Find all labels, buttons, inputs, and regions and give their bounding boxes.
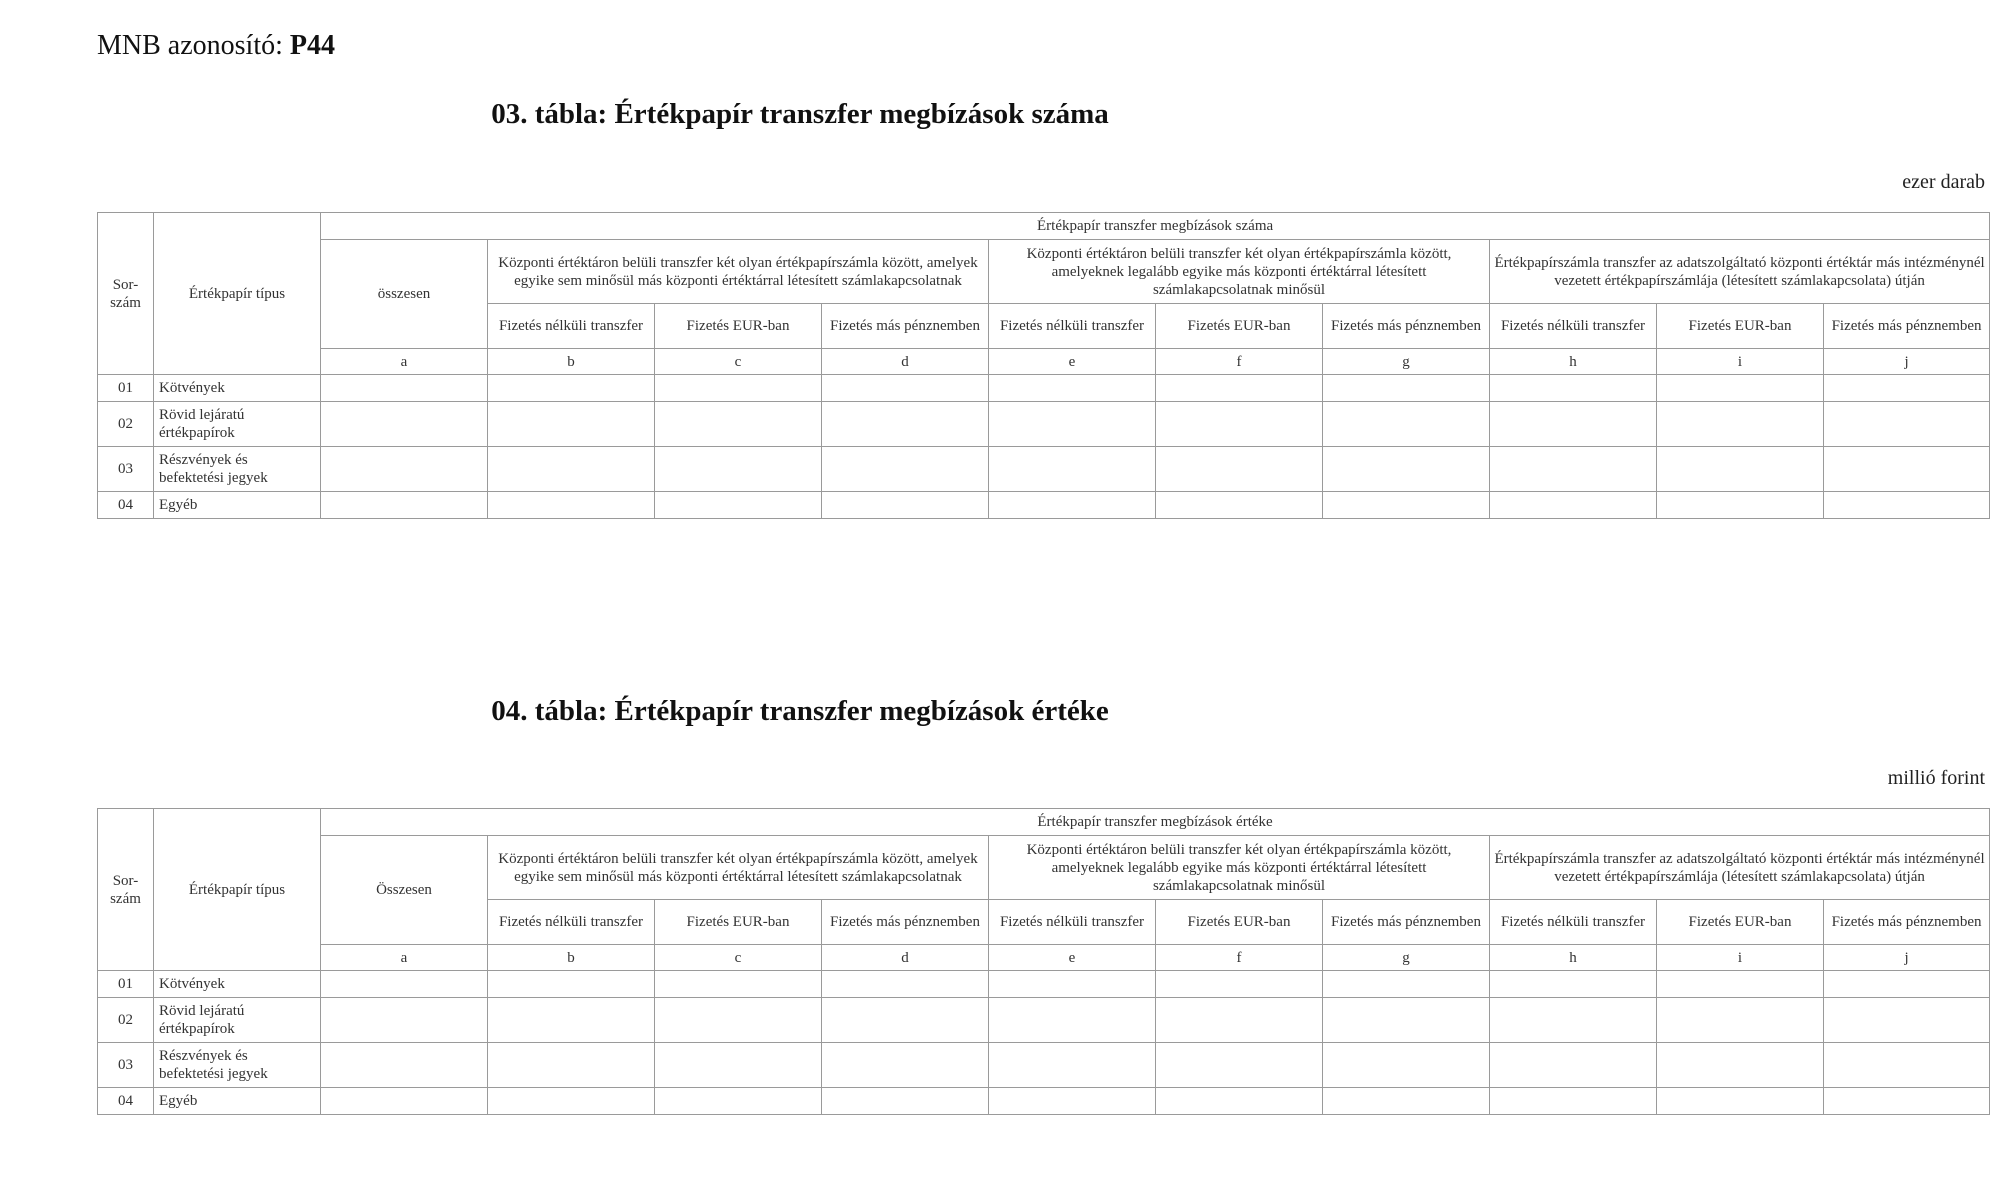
data-cell[interactable] bbox=[655, 971, 822, 998]
data-cell[interactable] bbox=[822, 375, 989, 402]
column-letter: d bbox=[822, 349, 989, 375]
data-cell[interactable] bbox=[822, 971, 989, 998]
column-letter: a bbox=[321, 349, 488, 375]
mnb-identifier-label: MNB azonosító: bbox=[97, 30, 283, 61]
data-cell[interactable] bbox=[655, 447, 822, 492]
data-cell[interactable] bbox=[488, 402, 655, 447]
data-cell[interactable] bbox=[1657, 375, 1824, 402]
row-number: 02 bbox=[98, 402, 154, 447]
row-number: 04 bbox=[98, 492, 154, 519]
row-label: Rövid lejáratú értékpapírok bbox=[154, 998, 321, 1043]
data-cell[interactable] bbox=[1156, 971, 1323, 998]
sub-header: Fizetés más pénznemben bbox=[1824, 304, 1990, 349]
data-cell[interactable] bbox=[488, 375, 655, 402]
data-cell[interactable] bbox=[1323, 492, 1490, 519]
data-cell[interactable] bbox=[321, 998, 488, 1043]
col-header-total: összesen bbox=[321, 240, 488, 349]
column-letter: j bbox=[1824, 349, 1990, 375]
sub-header: Fizetés nélküli transzfer bbox=[1490, 304, 1657, 349]
row-number: 03 bbox=[98, 1043, 154, 1088]
sub-header: Fizetés EUR-ban bbox=[1156, 900, 1323, 945]
row-label: Egyéb bbox=[154, 492, 321, 519]
column-letter: h bbox=[1490, 349, 1657, 375]
data-cell[interactable] bbox=[1156, 402, 1323, 447]
data-cell[interactable] bbox=[1156, 447, 1323, 492]
sub-header: Fizetés nélküli transzfer bbox=[488, 900, 655, 945]
data-cell[interactable] bbox=[1323, 447, 1490, 492]
data-cell[interactable] bbox=[321, 971, 488, 998]
data-cell[interactable] bbox=[1490, 971, 1657, 998]
data-cell[interactable] bbox=[1490, 375, 1657, 402]
data-cell[interactable] bbox=[655, 375, 822, 402]
sub-header: Fizetés EUR-ban bbox=[1657, 900, 1824, 945]
data-cell[interactable] bbox=[989, 971, 1156, 998]
data-cell[interactable] bbox=[989, 1088, 1156, 1115]
data-cell[interactable] bbox=[822, 1043, 989, 1088]
data-cell[interactable] bbox=[1156, 375, 1323, 402]
mnb-identifier-value: P44 bbox=[289, 30, 335, 61]
data-cell[interactable] bbox=[488, 971, 655, 998]
sub-header: Fizetés nélküli transzfer bbox=[488, 304, 655, 349]
table-03-unit: ezer darab bbox=[1902, 171, 1985, 193]
table-row bbox=[98, 492, 1990, 519]
data-cell[interactable] bbox=[655, 1088, 822, 1115]
mnb-identifier bbox=[97, 30, 335, 62]
col-header-rownum: Sor- szám bbox=[98, 809, 154, 971]
row-number: 01 bbox=[98, 971, 154, 998]
data-cell[interactable] bbox=[321, 375, 488, 402]
group-header: Központi értéktáron belüli transzfer két olyan értékpapírszámla között, amelyek egyike sem minősül más központi értéktárral létesített számlakapcsolatnak bbox=[488, 240, 989, 304]
data-cell[interactable] bbox=[822, 402, 989, 447]
data-cell[interactable] bbox=[1490, 447, 1657, 492]
table-04-title: 04. tábla: Értékpapír transzfer megbízások értéke bbox=[491, 695, 1109, 727]
sub-header: Fizetés EUR-ban bbox=[655, 304, 822, 349]
sub-header: Fizetés EUR-ban bbox=[1657, 304, 1824, 349]
data-cell[interactable] bbox=[822, 998, 989, 1043]
row-label: Kötvények bbox=[154, 375, 321, 402]
column-letter: j bbox=[1824, 945, 1990, 971]
data-cell[interactable] bbox=[989, 492, 1156, 519]
data-cell[interactable] bbox=[488, 998, 655, 1043]
data-cell[interactable] bbox=[822, 447, 989, 492]
data-cell[interactable] bbox=[488, 492, 655, 519]
data-cell[interactable] bbox=[488, 447, 655, 492]
data-cell[interactable] bbox=[989, 1043, 1156, 1088]
row-label: Egyéb bbox=[154, 1088, 321, 1115]
table-03-title: 03. tábla: Értékpapír transzfer megbízások száma bbox=[491, 98, 1109, 130]
data-cell[interactable] bbox=[822, 492, 989, 519]
data-cell[interactable] bbox=[1490, 1088, 1657, 1115]
data-cell[interactable] bbox=[1824, 1043, 1990, 1088]
column-letter: f bbox=[1156, 349, 1323, 375]
column-letter: h bbox=[1490, 945, 1657, 971]
sub-header: Fizetés EUR-ban bbox=[655, 900, 822, 945]
data-cell[interactable] bbox=[1323, 971, 1490, 998]
row-label: Kötvények bbox=[154, 971, 321, 998]
group-header: Központi értéktáron belüli transzfer két olyan értékpapírszámla között, amelyek egyike sem minősül más központi értéktárral létesített számlakapcsolatnak bbox=[488, 836, 989, 900]
data-cell[interactable] bbox=[655, 1043, 822, 1088]
data-cell[interactable] bbox=[1156, 1088, 1323, 1115]
column-letter: a bbox=[321, 945, 488, 971]
data-cell[interactable] bbox=[1490, 492, 1657, 519]
data-cell[interactable] bbox=[1657, 1088, 1824, 1115]
column-letter: d bbox=[822, 945, 989, 971]
data-cell[interactable] bbox=[989, 402, 1156, 447]
data-cell[interactable] bbox=[1824, 402, 1990, 447]
column-letter: g bbox=[1323, 945, 1490, 971]
group-header: Értékpapírszámla transzfer az adatszolgáltató központi értéktár más intézménynél vezetett értékpapírszámlája (létesített számlakapcsolata) útján bbox=[1490, 836, 1990, 900]
table-03 bbox=[97, 212, 1990, 519]
table-row bbox=[98, 447, 1990, 492]
data-cell[interactable] bbox=[1657, 402, 1824, 447]
table-row bbox=[98, 375, 1990, 402]
data-cell[interactable] bbox=[1323, 1043, 1490, 1088]
group-header: Központi értéktáron belüli transzfer két olyan értékpapírszámla között, amelyeknek legalább egyike más központi értéktárral létesített számlakapcsolatnak minősül bbox=[989, 836, 1490, 900]
sub-header: Fizetés EUR-ban bbox=[1156, 304, 1323, 349]
table-row bbox=[98, 402, 1990, 447]
data-cell[interactable] bbox=[1824, 447, 1990, 492]
data-cell[interactable] bbox=[989, 998, 1156, 1043]
row-label: Rövid lejáratú értékpapírok bbox=[154, 402, 321, 447]
sub-header: Fizetés más pénznemben bbox=[1323, 304, 1490, 349]
data-cell[interactable] bbox=[1323, 402, 1490, 447]
row-label: Részvények és befektetési jegyek bbox=[154, 447, 321, 492]
data-cell[interactable] bbox=[655, 492, 822, 519]
data-cell[interactable] bbox=[1156, 1043, 1323, 1088]
data-cell[interactable] bbox=[1824, 971, 1990, 998]
column-letter: i bbox=[1657, 945, 1824, 971]
data-cell[interactable] bbox=[1657, 998, 1824, 1043]
column-letter: g bbox=[1323, 349, 1490, 375]
table-row bbox=[98, 1043, 1990, 1088]
group-header: Értékpapírszámla transzfer az adatszolgáltató központi értéktár más intézménynél vezetett értékpapírszámlája (létesített számlakapcsolata) útján bbox=[1490, 240, 1990, 304]
data-cell[interactable] bbox=[1490, 998, 1657, 1043]
data-cell[interactable] bbox=[822, 1088, 989, 1115]
column-letter: f bbox=[1156, 945, 1323, 971]
table-row bbox=[98, 998, 1990, 1043]
data-cell[interactable] bbox=[1824, 998, 1990, 1043]
data-cell[interactable] bbox=[989, 375, 1156, 402]
data-cell[interactable] bbox=[1824, 1088, 1990, 1115]
col-header-total: Összesen bbox=[321, 836, 488, 945]
data-cell[interactable] bbox=[989, 447, 1156, 492]
data-cell[interactable] bbox=[1323, 1088, 1490, 1115]
col-header-type: Értékpapír típus bbox=[154, 809, 321, 971]
data-cell[interactable] bbox=[655, 998, 822, 1043]
group-header: Központi értéktáron belüli transzfer két olyan értékpapírszámla között, amelyeknek legalább egyike más központi értéktárral létesített számlakapcsolatnak minősül bbox=[989, 240, 1490, 304]
data-cell[interactable] bbox=[321, 1043, 488, 1088]
column-letter: c bbox=[655, 349, 822, 375]
column-letter: b bbox=[488, 349, 655, 375]
data-cell[interactable] bbox=[1657, 447, 1824, 492]
data-cell[interactable] bbox=[321, 492, 488, 519]
row-number: 01 bbox=[98, 375, 154, 402]
data-cell[interactable] bbox=[655, 402, 822, 447]
table-row bbox=[98, 971, 1990, 998]
col-header-rownum: Sor- szám bbox=[98, 213, 154, 375]
sub-header: Fizetés nélküli transzfer bbox=[989, 304, 1156, 349]
data-cell[interactable] bbox=[1490, 1043, 1657, 1088]
sub-header: Fizetés más pénznemben bbox=[822, 304, 989, 349]
column-letter: i bbox=[1657, 349, 1824, 375]
column-letter: e bbox=[989, 349, 1156, 375]
data-cell[interactable] bbox=[1657, 1043, 1824, 1088]
top-header: Értékpapír transzfer megbízások száma bbox=[321, 213, 1990, 240]
data-cell[interactable] bbox=[488, 1088, 655, 1115]
column-letter: c bbox=[655, 945, 822, 971]
sub-header: Fizetés más pénznemben bbox=[822, 900, 989, 945]
row-number: 03 bbox=[98, 447, 154, 492]
top-header: Értékpapír transzfer megbízások értéke bbox=[321, 809, 1990, 836]
data-cell[interactable] bbox=[1824, 375, 1990, 402]
data-cell[interactable] bbox=[1490, 402, 1657, 447]
sub-header: Fizetés más pénznemben bbox=[1323, 900, 1490, 945]
data-cell[interactable] bbox=[1657, 971, 1824, 998]
sub-header: Fizetés nélküli transzfer bbox=[1490, 900, 1657, 945]
row-label: Részvények és befektetési jegyek bbox=[154, 1043, 321, 1088]
data-cell[interactable] bbox=[321, 1088, 488, 1115]
column-letter: b bbox=[488, 945, 655, 971]
data-cell[interactable] bbox=[1824, 492, 1990, 519]
column-letter: e bbox=[989, 945, 1156, 971]
data-cell[interactable] bbox=[1156, 998, 1323, 1043]
row-number: 04 bbox=[98, 1088, 154, 1115]
data-cell[interactable] bbox=[1323, 375, 1490, 402]
sub-header: Fizetés nélküli transzfer bbox=[989, 900, 1156, 945]
sub-header: Fizetés más pénznemben bbox=[1824, 900, 1990, 945]
data-cell[interactable] bbox=[1156, 492, 1323, 519]
table-04-unit: millió forint bbox=[1887, 767, 1985, 789]
table-row bbox=[98, 1088, 1990, 1115]
data-cell[interactable] bbox=[321, 402, 488, 447]
row-number: 02 bbox=[98, 998, 154, 1043]
data-cell[interactable] bbox=[1657, 492, 1824, 519]
col-header-type: Értékpapír típus bbox=[154, 213, 321, 375]
data-cell[interactable] bbox=[488, 1043, 655, 1088]
table-04 bbox=[97, 808, 1990, 1115]
data-cell[interactable] bbox=[321, 447, 488, 492]
data-cell[interactable] bbox=[1323, 998, 1490, 1043]
